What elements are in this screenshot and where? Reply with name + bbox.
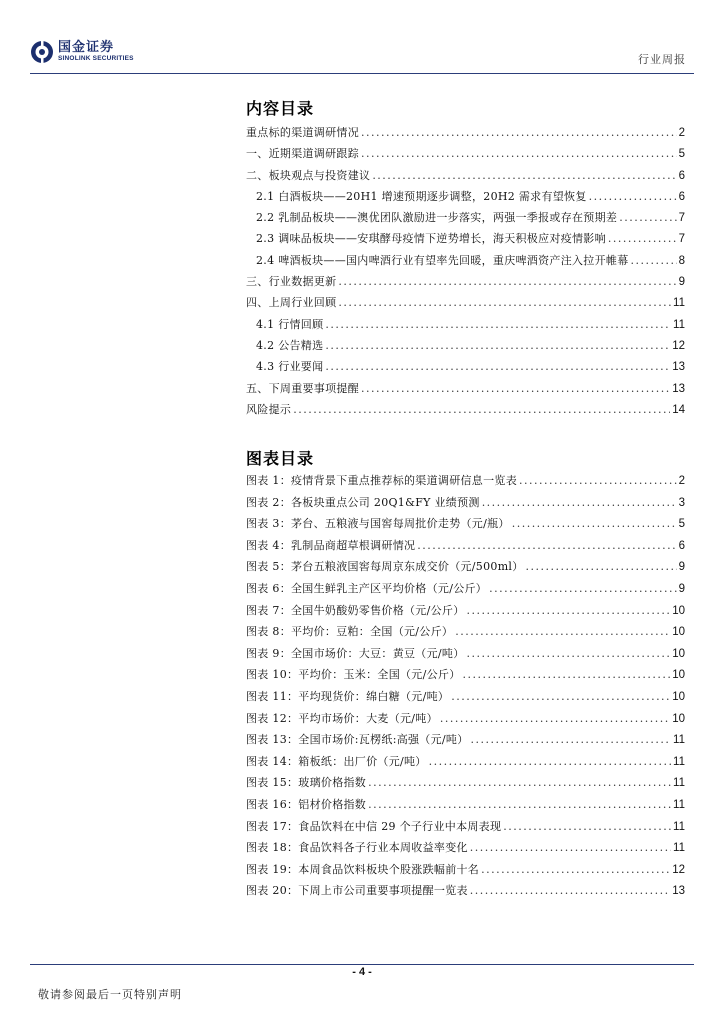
contents-entry-page: 13 bbox=[672, 361, 685, 374]
logo-chinese-name: 国金证券 bbox=[58, 40, 115, 56]
dot-leader bbox=[482, 496, 677, 509]
figure-entry-page: 11 bbox=[673, 734, 685, 747]
contents-entry[interactable] bbox=[246, 167, 685, 188]
contents-entry-title: 2.3 调味品板块——安琪酵母疫情下逆势增长，海天积极应对疫情影响 bbox=[256, 232, 606, 246]
figure-entry-page: 6 bbox=[678, 539, 685, 552]
figure-entry-title: 图表 17：食品饮料在中信 29 个子行业中本周表现 bbox=[246, 819, 502, 833]
figure-entry-page: 12 bbox=[672, 863, 685, 876]
logo-english-name: SINOLINK SECURITIES bbox=[58, 55, 134, 63]
figure-entry-page: 10 bbox=[672, 604, 685, 617]
contents-entry-title: 4.3 行业要闻 bbox=[256, 360, 324, 374]
dot-leader bbox=[338, 296, 671, 309]
dot-leader bbox=[470, 841, 671, 854]
dot-leader bbox=[589, 190, 677, 203]
contents-entry[interactable] bbox=[246, 294, 685, 315]
figure-entry-title: 图表 3：茅台、五粮液与国窖每周批价走势（元/瓶） bbox=[246, 517, 510, 531]
contents-entry-title: 4.2 公告精选 bbox=[256, 338, 324, 352]
contents-entry[interactable] bbox=[246, 230, 685, 251]
figure-entry-title: 图表 16：铝材价格指数 bbox=[246, 797, 367, 811]
figure-entry-title: 图表 18：食品饮料各子行业本周收益率变化 bbox=[246, 841, 468, 855]
figure-entry[interactable] bbox=[246, 710, 685, 732]
contents-entry-page: 6 bbox=[678, 190, 685, 203]
contents-entry[interactable] bbox=[246, 273, 685, 294]
figures-title: 图表目录 bbox=[246, 449, 315, 468]
figure-entry-page: 5 bbox=[678, 518, 685, 531]
dot-leader bbox=[325, 339, 670, 352]
header-divider bbox=[30, 73, 694, 74]
figure-entry[interactable] bbox=[246, 515, 685, 537]
figure-entry-page: 11 bbox=[673, 820, 685, 833]
contents-entry[interactable] bbox=[246, 401, 685, 422]
figure-entry[interactable] bbox=[246, 537, 685, 559]
disclaimer-note: 敬请参阅最后一页特别声明 bbox=[38, 988, 182, 1001]
dot-leader bbox=[368, 798, 671, 811]
contents-entry-page: 7 bbox=[678, 212, 685, 225]
figure-entry-page: 11 bbox=[673, 798, 685, 811]
figure-entry-page: 10 bbox=[672, 712, 685, 725]
contents-entry-title: 风险提示 bbox=[246, 402, 292, 416]
figure-entry[interactable] bbox=[246, 796, 685, 818]
dot-leader bbox=[372, 169, 676, 182]
figure-entry[interactable] bbox=[246, 731, 685, 753]
dot-leader bbox=[361, 147, 677, 160]
report-type-label: 行业周报 bbox=[638, 53, 686, 66]
dot-leader bbox=[440, 712, 670, 725]
figure-entry[interactable] bbox=[246, 558, 685, 580]
contents-entry-page: 12 bbox=[672, 339, 685, 352]
figure-entry-title: 图表 15：玻璃价格指数 bbox=[246, 776, 367, 790]
figure-entry-page: 10 bbox=[672, 669, 685, 682]
dot-leader bbox=[481, 863, 670, 876]
figure-entry-title: 图表 19：本周食品饮料板块个股涨跌幅前十名 bbox=[246, 862, 480, 876]
page-header bbox=[30, 40, 694, 72]
contents-entry[interactable] bbox=[246, 209, 685, 230]
contents-entry[interactable] bbox=[246, 188, 685, 209]
company-logo bbox=[30, 40, 134, 64]
figure-entry-page: 13 bbox=[672, 885, 685, 898]
dot-leader bbox=[512, 517, 677, 530]
contents-entry[interactable] bbox=[246, 145, 685, 166]
figure-entry-title: 图表 7：全国牛奶酸奶零售价格（元/公斤） bbox=[246, 603, 465, 617]
dot-leader bbox=[417, 539, 676, 552]
figure-entry-page: 11 bbox=[673, 842, 685, 855]
figure-entry[interactable] bbox=[246, 774, 685, 796]
figure-entry-title: 图表 2：各板块重点公司 20Q1&FY 业绩预测 bbox=[246, 495, 480, 509]
dot-leader bbox=[470, 884, 670, 897]
dot-leader bbox=[325, 360, 670, 373]
footer-divider bbox=[30, 964, 694, 965]
dot-leader bbox=[293, 403, 670, 416]
dot-leader bbox=[467, 647, 671, 660]
figure-entry[interactable] bbox=[246, 882, 685, 904]
figure-entry-title: 图表 20：下周上市公司重要事项提醒一览表 bbox=[246, 884, 468, 898]
contents-entry-page: 14 bbox=[672, 403, 685, 416]
figure-entry[interactable] bbox=[246, 818, 685, 840]
dot-leader bbox=[471, 733, 672, 746]
dot-leader bbox=[361, 126, 677, 139]
contents-entry-title: 2.1 白酒板块——20H1 增速预期逐步调整，20H2 需求有望恢复 bbox=[256, 189, 587, 203]
figure-entry-title: 图表 12：平均市场价：大麦（元/吨） bbox=[246, 711, 438, 725]
dot-leader bbox=[451, 690, 670, 703]
contents-entry-page: 9 bbox=[678, 276, 685, 289]
figure-entry[interactable] bbox=[246, 623, 685, 645]
contents-entry-page: 13 bbox=[672, 382, 685, 395]
dot-leader bbox=[519, 474, 677, 487]
dot-leader bbox=[368, 776, 671, 789]
dot-leader bbox=[338, 275, 676, 288]
dot-leader bbox=[325, 318, 671, 331]
figure-entry-page: 10 bbox=[672, 690, 685, 703]
contents-entry-title: 重点标的渠道调研情况 bbox=[246, 126, 359, 139]
figure-entry-page: 11 bbox=[673, 755, 685, 768]
dot-leader bbox=[455, 625, 670, 638]
contents-entry-title: 四、上周行业回顾 bbox=[246, 296, 337, 310]
contents-entry-title: 4.1 行情回顾 bbox=[256, 317, 324, 331]
dot-leader bbox=[361, 382, 670, 395]
figure-entry-page: 3 bbox=[678, 496, 685, 509]
contents-entry-page: 7 bbox=[678, 233, 685, 246]
figure-entry-page: 9 bbox=[678, 561, 685, 574]
contents-entry-title: 二、板块观点与投资建议 bbox=[246, 168, 371, 182]
contents-entry[interactable] bbox=[246, 337, 685, 358]
dot-leader bbox=[503, 820, 671, 833]
contents-entry[interactable] bbox=[246, 380, 685, 401]
figures-heading-wrap bbox=[246, 446, 685, 469]
contents-entry-title: 五、下周重要事项提醒 bbox=[246, 381, 359, 395]
figure-entry-title: 图表 1：疫情背景下重点推荐标的渠道调研信息一览表 bbox=[246, 474, 517, 487]
figure-entry-title: 图表 4：乳制品商超草根调研情况 bbox=[246, 538, 416, 552]
figure-entry[interactable] bbox=[246, 753, 685, 775]
figure-entry[interactable] bbox=[246, 472, 685, 494]
contents-entry-title: 一、近期渠道调研跟踪 bbox=[246, 147, 359, 161]
figure-entry-title: 图表 11：平均现货价：绵白糖（元/吨） bbox=[246, 689, 450, 703]
contents-entry-page: 6 bbox=[678, 169, 685, 182]
figure-entry-page: 11 bbox=[673, 777, 685, 790]
dot-leader bbox=[526, 560, 677, 573]
contents-entry[interactable] bbox=[246, 316, 685, 337]
contents-entry-title: 2.4 啤酒板块——国内啤酒行业有望率先回暖，重庆啤酒资产注入拉开帷幕 bbox=[256, 253, 629, 267]
dot-leader bbox=[467, 604, 671, 617]
figure-entry-page: 10 bbox=[672, 626, 685, 639]
dot-leader bbox=[608, 232, 677, 245]
dot-leader bbox=[429, 755, 671, 768]
contents-heading-wrap bbox=[246, 96, 685, 119]
contents-entry-title: 三、行业数据更新 bbox=[246, 275, 337, 289]
contents-entry[interactable] bbox=[246, 252, 685, 273]
figure-entry[interactable] bbox=[246, 688, 685, 710]
contents-entry[interactable] bbox=[246, 124, 685, 145]
table-of-contents bbox=[246, 124, 685, 422]
figure-entry[interactable] bbox=[246, 494, 685, 516]
figure-entry[interactable] bbox=[246, 839, 685, 861]
figure-entry-title: 图表 6：全国生鲜乳主产区平均价格（元/公斤） bbox=[246, 581, 488, 595]
figure-entry[interactable] bbox=[246, 666, 685, 688]
contents-entry-title: 2.2 乳制品板块——澳优团队激励进一步落实，两强一季报或存在预期差 bbox=[256, 211, 618, 225]
figure-entry[interactable] bbox=[246, 602, 685, 624]
dot-leader bbox=[619, 211, 676, 224]
dot-leader bbox=[489, 582, 676, 595]
contents-entry[interactable] bbox=[246, 358, 685, 379]
figure-entry-page: 9 bbox=[678, 582, 685, 595]
figure-entry-page: 2 bbox=[678, 475, 685, 487]
figure-entry[interactable] bbox=[246, 861, 685, 883]
figure-entry-title: 图表 8：平均价：豆粕：全国（元/公斤） bbox=[246, 625, 454, 639]
figure-entry-page: 10 bbox=[672, 647, 685, 660]
figure-entry-title: 图表 13：全国市场价:瓦楞纸:高强（元/吨） bbox=[246, 733, 469, 747]
table-of-figures bbox=[246, 472, 685, 904]
contents-entry-page: 2 bbox=[678, 127, 685, 139]
contents-entry-page: 8 bbox=[678, 254, 685, 267]
figure-entry-title: 图表 9：全国市场价：大豆：黄豆（元/吨） bbox=[246, 646, 465, 660]
sinolink-logo-icon bbox=[30, 40, 54, 64]
figure-entry-title: 图表 5：茅台五粮液国窖每周京东成交价（元/500ml） bbox=[246, 560, 524, 574]
figure-entry-title: 图表 14：箱板纸：出厂价（元/吨） bbox=[246, 754, 427, 768]
figure-entry[interactable] bbox=[246, 645, 685, 667]
dot-leader bbox=[631, 254, 677, 267]
page-number: - 4 - bbox=[352, 966, 372, 978]
dot-leader bbox=[463, 668, 671, 681]
figure-entry-title: 图表 10：平均价：玉米：全国（元/公斤） bbox=[246, 668, 461, 682]
figure-entry[interactable] bbox=[246, 580, 685, 602]
contents-entry-page: 5 bbox=[678, 148, 685, 161]
contents-entry-page: 11 bbox=[673, 318, 685, 331]
contents-entry-page: 11 bbox=[673, 297, 685, 310]
contents-title: 内容目录 bbox=[246, 99, 315, 118]
